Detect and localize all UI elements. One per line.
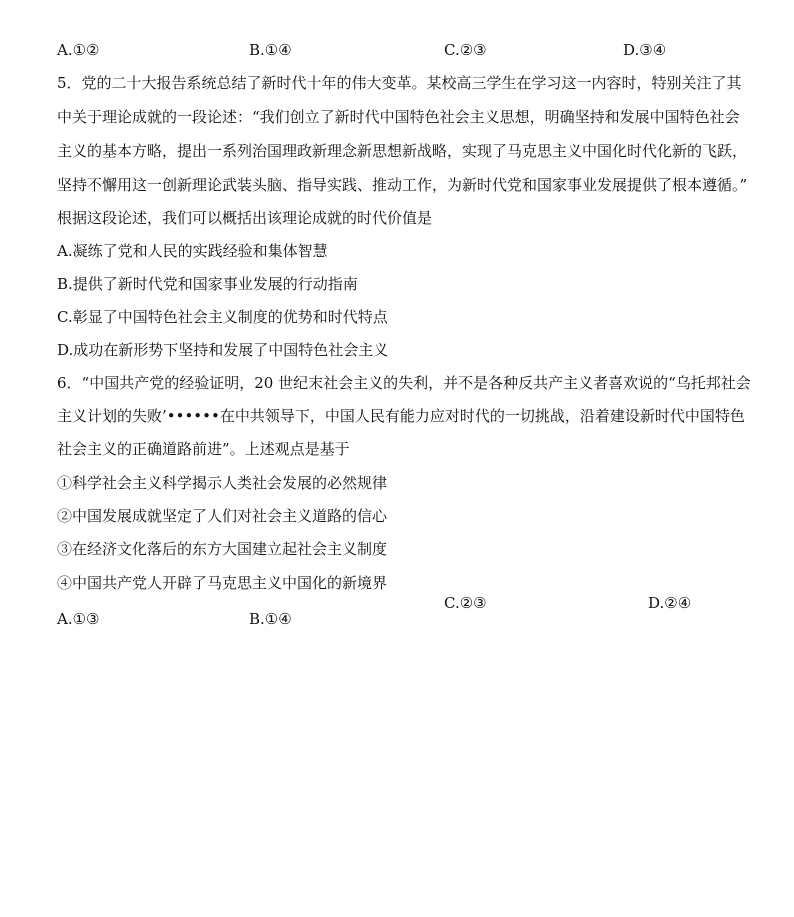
question-6-option-c: C.②③	[444, 594, 487, 612]
question-5-option-d: D.成功在新形势下坚持和发展了中国特色社会主义	[57, 341, 389, 359]
question-6-option-b: B.①④	[249, 610, 292, 628]
question-6-option-d: D.②④	[648, 594, 692, 612]
question-6-statement-1: ①科学社会主义科学揭示人类社会发展的必然规律	[57, 474, 388, 492]
question-6-statement-3: ③在经济文化落后的东方大国建立起社会主义制度	[57, 540, 388, 558]
question-6-stem-line: 主义计划的失败’••••••在中共领导下，中国人民有能力应对时代的一切挑战，沿着建设新时代中国特色	[57, 407, 745, 425]
question-6-option-a: A.①③	[57, 610, 100, 628]
question-5-option-a: A.凝练了党和人民的实践经验和集体智慧	[57, 242, 328, 260]
question-6-statement-4: ④中国共产党人开辟了马克思主义中国化的新境界	[57, 574, 388, 592]
question-6-stem-line: 6．“中国共产党的经验证明，20 世纪末社会主义的失利，并不是各种反共产主义者喜欢说的“乌托邦社会	[57, 374, 751, 392]
question-5-option-b: B.提供了新时代党和国家事业发展的行动指南	[57, 275, 358, 293]
question-6-stem-line: 社会主义的正确道路前进”。上述观点是基于	[57, 440, 350, 458]
question-5-option-c: C.彰显了中国特色社会主义制度的优势和时代特点	[57, 308, 388, 326]
question-6-statement-2: ②中国发展成就坚定了人们对社会主义道路的信心	[57, 507, 388, 525]
question-5-stem-line: 中关于理论成就的一段论述：“我们创立了新时代中国特色社会主义思想，明确坚持和发展中国特色社会	[57, 108, 740, 126]
question-5-stem-line: 根据这段论述，我们可以概括出该理论成就的时代价值是	[57, 209, 433, 227]
prev-question-option-b: B.①④	[249, 41, 292, 59]
prev-question-option-d: D.③④	[623, 41, 667, 59]
question-5-stem-line: 5．党的二十大报告系统总结了新时代十年的伟大变革。某校高三学生在学习这一内容时，特别关注了其	[57, 74, 742, 92]
question-5-stem-line: 主义的基本方略，提出一系列治国理政新理念新思想新战略，实现了马克思主义中国化时代化新的飞跃，	[57, 142, 748, 160]
question-5-stem-line: 坚持不懈用这一创新理论武装头脑、指导实践、推动工作，为新时代党和国家事业发展提供了根本遵循。”	[57, 176, 748, 194]
prev-question-option-a: A.①②	[57, 41, 100, 59]
prev-question-option-c: C.②③	[444, 41, 487, 59]
